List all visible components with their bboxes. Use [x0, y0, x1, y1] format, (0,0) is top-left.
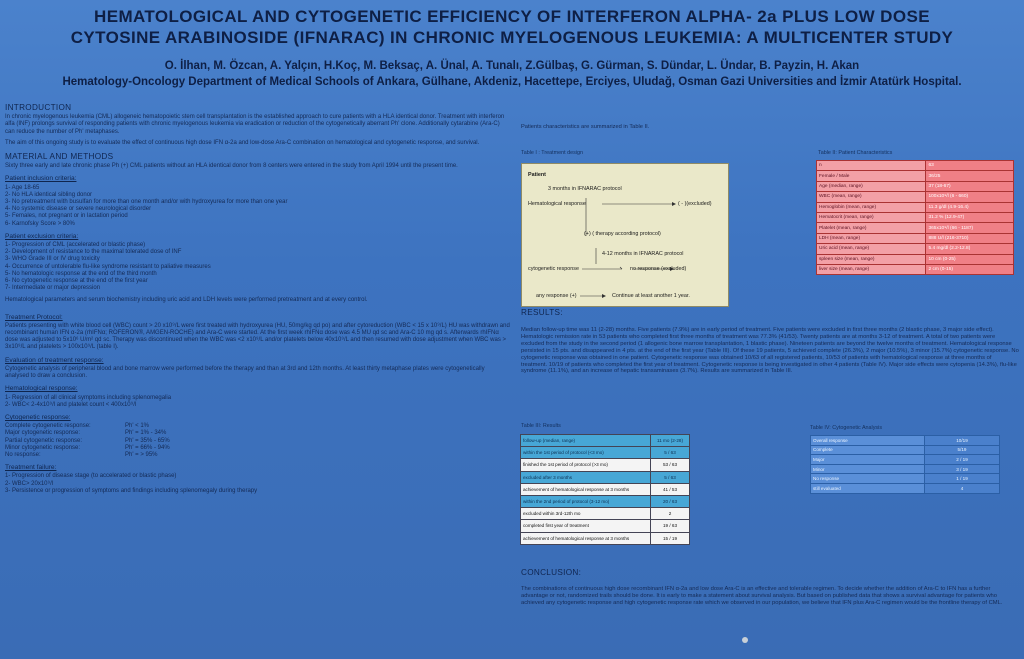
- cytogenetic-label: No response: [811, 474, 925, 484]
- cytogenetic-response-row: [5, 452, 510, 459]
- cytogenetic-response-title: Cytogenetic response:: [5, 413, 71, 421]
- cytogenetic-response-row: [5, 438, 510, 445]
- table-row: [817, 254, 1014, 264]
- cytogenetic-analysis-table: [810, 435, 1000, 494]
- result-label: within the 1st period of protocol (<3 mo): [521, 447, 651, 459]
- authors: O. İlhan, M. Özcan, A. Yalçın, H.Koç, M. Beksaç, A. Ünal, A. Tunalı, Z.Gülbaş, G. Gürman, S. Dündar, L. Ündar, B. Payzin, H. Akan: [164, 60, 860, 72]
- methods-paragraph: Sixty three early and late chronic phase Ph (+) CML patients without an HLA identical donor from 8 centers were entered in the study from April 1994 until the present time.: [5, 163, 458, 170]
- table-row: [817, 192, 1014, 202]
- characteristic-value: 63: [926, 161, 1014, 171]
- table-row: [817, 161, 1014, 171]
- left-column: [5, 98, 510, 495]
- treatment-failure-item: 1- Progression of disease stage (to accelerated or blastic phase): [5, 473, 177, 480]
- result-value: 5 / 63: [651, 471, 690, 483]
- design-no-response: no response (excluded): [630, 266, 687, 272]
- result-value: 15 / 19: [651, 532, 690, 544]
- evaluation-title: Evaluation of treatment response:: [5, 356, 104, 364]
- table-row: [521, 447, 690, 459]
- methods-heading: MATERIAL AND METHODS: [5, 152, 114, 162]
- cytogenetic-response-range: Ph' = 1% - 34%: [125, 430, 167, 437]
- result-label: achievement of hematological response at 3 months: [521, 483, 651, 495]
- characteristic-value: 888 U/l (216-3710): [926, 233, 1014, 243]
- result-value: 5 / 63: [651, 447, 690, 459]
- table-row: [521, 495, 690, 507]
- characteristic-value: 100x10⁹/l (6 - 660): [926, 192, 1014, 202]
- exclusion-item: 3- WHO Grade III or IV drug toxicity: [5, 256, 100, 263]
- table-row: [521, 435, 690, 447]
- table-row: [817, 171, 1014, 181]
- hematological-response-item: 1- Regression of all clinical symptoms including splenomegalia: [5, 394, 172, 401]
- characteristic-label: Hematocrit (mean, range): [817, 212, 926, 222]
- table-row: [817, 223, 1014, 233]
- cytogenetic-value: 10/19: [925, 436, 1000, 446]
- table-row: [817, 264, 1014, 274]
- patient-characteristics-table: [816, 160, 1014, 275]
- table-row: [817, 244, 1014, 254]
- characteristic-label: Age (median, range): [817, 181, 926, 191]
- table-4-caption: Table IV: Cytogenetic Analysis: [810, 425, 883, 431]
- design-ifnarac-3-months: 3 months in IFNARAC protocol: [548, 186, 622, 192]
- department: Hematology-Oncology Department of Medical Schools of Ankara, Gülhane, Akdeniz, Hacettepe, Erciyes, Uludağ, Osman Gazi Universities and İzmir Atatürk Hospital.: [62, 76, 962, 88]
- design-patient: Patient: [528, 172, 546, 178]
- result-value: 19 / 63: [651, 520, 690, 532]
- exclusion-list: [5, 242, 510, 292]
- title-line-1: HEMATOLOGICAL AND CYTOGENETIC EFFICIENCY OF INTERFERON ALPHA- 2a PLUS LOW DOSE: [94, 7, 930, 26]
- cytogenetic-value: 3 / 19: [925, 464, 1000, 474]
- table-row: [521, 520, 690, 532]
- table-row: [811, 474, 1000, 484]
- characteristic-value: 31.2 % (12.9-47): [926, 212, 1014, 222]
- cytogenetic-response-label: Partial cytogenetic response:: [5, 437, 83, 444]
- table-row: [811, 445, 1000, 455]
- table-row: [817, 202, 1014, 212]
- title-line-2: CYTOSINE ARABINOSIDE (IFNARAC) IN CHRONIC MYELOGENOUS LEUKEMIA: A MULTICENTER STUDY: [70, 28, 954, 47]
- protocol-title: Treatment Protocol:: [5, 313, 63, 321]
- characteristics-summary: Patients characteristics are summarized in Table II.: [521, 124, 650, 130]
- cytogenetic-response-range: Ph' < 1%: [125, 423, 149, 430]
- characteristic-label: spleen size (mean, range): [817, 254, 926, 264]
- exclusion-item: 6- No cytogenetic response at the end of the first year: [5, 278, 148, 285]
- exclusion-item: 5- No hematologic response at the end of the third month: [5, 270, 157, 277]
- cytogenetic-response-label: No response:: [5, 451, 41, 458]
- poster-title: [0, 6, 1024, 48]
- result-value: 2: [651, 508, 690, 520]
- conclusion-paragraph: The combinations of continuous high dose recombinant IFN α-2a and low dose Ara-C is an effective and tolerable regimen. To decide whether the addition of Ara-C to IFN has a further advantage or not, randomized trails should be done. It is early to make a statement about survival analysis. But based on published data that shows a survival advantage for patients who achieved any cytogenetic response and high cytogenetic response rate which we observed in our population, we believe that IFN plus Ara-C regimen would be the frontline therapy of CML.: [521, 586, 1003, 606]
- inclusion-item: 1- Age 18-65: [5, 184, 40, 191]
- characteristic-label: LDH (mean, range): [817, 233, 926, 243]
- table-row: [811, 483, 1000, 493]
- result-value: 20 / 63: [651, 495, 690, 507]
- exclusion-item: 7- Intermediate or major depression: [5, 285, 101, 292]
- cytogenetic-response-row: [5, 430, 510, 437]
- inclusion-title: Patient inclusion criteria:: [5, 175, 77, 183]
- evaluation-paragraph: Cytogenetic analysis of peripheral blood and bone marrow were performed before the therapy and than at 3rd and 12th months. At least thirty metaphase plates were cytogenetically analysed to draw a conclusion.: [5, 365, 485, 380]
- cytogenetic-value: 5/19: [925, 445, 1000, 455]
- lab-parameters-paragraph: Hematological parameters and serum biochemistry including uric acid and LDH levels were performed pretreatment and at every control.: [5, 297, 368, 304]
- characteristic-label: WBC (mean, range): [817, 192, 926, 202]
- hematological-response-item: 2- WBC< 2-4x10⁹/l and platelet count < 400x10⁹/l: [5, 401, 137, 408]
- cytogenetic-response-row: [5, 445, 510, 452]
- cytogenetic-value: 4: [925, 483, 1000, 493]
- characteristic-value: 365x10⁹/l (66 - 1187): [926, 223, 1014, 233]
- exclusion-title: Patient exclusion criteria:: [5, 232, 79, 240]
- table-row: [521, 471, 690, 483]
- cytogenetic-response-range: Ph' = > 95%: [125, 451, 158, 458]
- treatment-failure-item: 2- WBC> 20x10⁹/l: [5, 480, 54, 487]
- characteristic-value: 5.4 mg/dl (2.2-12.8): [926, 244, 1014, 254]
- protocol-paragraph: Patients presenting with white blood cell (WBC) count > 20 x10⁹/L were first treated with hydroxyurea (HU, 50mg/kg qd po) and after cytoreduction (WBC < 15 x 10⁹/L) HU was withdrawn and recombinant human IFN α-2a (rhIFNα; ROFERON®, AMGEN-ROCHE) and Ara-C were started. At the first week rhIFNα dose was 4.5 MU qd sc and Ara-C 10 mg qd s. Afterwards rhIFNα dose was adjusted to 5x10⁶ U/m² qd sc. Therapy was discontinued when the WBC was <2 x10⁹/L and/or platelets below 40x10⁹/L and then resumed with dose adjustment when WBC was > 3x10⁹/L and platelets > 100x10⁹/L (table I).: [5, 322, 510, 351]
- table-row: [817, 181, 1014, 191]
- exclusion-item: 4- Occurrence of untolerable flu-like syndrome resistant to paliative measures: [5, 263, 211, 270]
- cytogenetic-response-range: Ph' = 35% - 65%: [125, 437, 170, 444]
- cytogenetic-label: Overall response: [811, 436, 925, 446]
- characteristic-value: 11.3 g/dl (4.9-16.4): [926, 202, 1014, 212]
- cytogenetic-label: Major: [811, 455, 925, 465]
- design-cytogenetic-response: cytogenetic response: [528, 266, 579, 272]
- design-therapy-positive: (+) ( therapy according protocol): [584, 231, 661, 237]
- table-row: [521, 459, 690, 471]
- conclusion-heading: CONCLUSION:: [521, 568, 582, 577]
- intro-paragraph-2: The aim of this ongoing study is to evaluate the effect of continuous high dose IFN α-2a and low-dose Ara-C combination on hematological and cytogenetic response, and survival.: [5, 139, 480, 146]
- cytogenetic-response-label: Minor cytogenetic response:: [5, 444, 81, 451]
- table-row: [811, 436, 1000, 446]
- cytogenetic-response-range: Ph' = 66% - 94%: [125, 444, 170, 451]
- table-row: [817, 233, 1014, 243]
- result-label: within the 2nd period of protocol (3-12 mo): [521, 495, 651, 507]
- treatment-failure-item: 3- Persistence or progression of symptoms and findings including splenomegaly during therapy: [5, 487, 258, 494]
- exclusion-item: 2- Development of resistance to the maximal tolerated dose of INF: [5, 249, 182, 256]
- result-label: achievement of hematological response at 3 months: [521, 532, 651, 544]
- cytogenetic-label: Minor: [811, 464, 925, 474]
- characteristic-value: 37 (18-67): [926, 181, 1014, 191]
- result-label: follow-up (median, range): [521, 435, 651, 447]
- inclusion-item: 6- Karnofsky Score > 80%: [5, 220, 75, 227]
- cytogenetic-value: 1 / 19: [925, 474, 1000, 484]
- table-2-caption: Table II: Patient Characteristics: [818, 150, 893, 156]
- characteristic-label: liver size (mean, range): [817, 264, 926, 274]
- result-label: excluded after 3 months: [521, 471, 651, 483]
- intro-paragraph-1: In chronic myelogenous leukemia (CML) allogeneic hematopoietic stem cell transplantation is the established approach to cure patients with a HLA identical donor. Treatment with interferon alfa (INF) prolongs survival of responding patients with chronic myelogenous leukemia via eradication or reduction of the cytogenetically aberrant Ph' clone. Additionally cytarabine (Ara-C) can reduce the number of Ph' metaphases.: [5, 114, 505, 135]
- results-paragraph: Median follow-up time was 11 (2-28) months. Five patients (7.9%) are in early period of treatment. Five patients were excluded in first three months (2 blastic phase, 3 major side effect). Hematologic remission rate in 53 patients who completed first three months of treatment was 77.3% (41/53). Twenty patients are at months 3-12 of treatment. A total of two patients were excluded from the study in the second period (1 allogenic bone marrow transplantation, 1 blastic phase). Nineteen patients are beyond the twelve months of treatment. Hematological response persisted in 15 pts. and disappeared in 4 pts. at the end of the first year (Table III). Of these 19 patients, 5 achieved complete (26.3%), 2 major (10.5%), 3 minor (15.7%) cytogenetic response. No cytogenetic response was obtained in one patient. Cytogenetic response was obtained 10/63 of all registered patients, 10/53 of patients with hematological response at three months of treatment. 10/19 of patients who completed the first year of treatment. Cytogenetic response is being investigated in other 4 patients (Table IV). Major side effects were cytopenia (14.3%), flu-like syndrome (11.1%), and an increase of hepatic transaminases (3.7%). Results are summarized in Table III.: [521, 327, 1019, 375]
- design-any-response: any response (+): [536, 293, 577, 299]
- cytogenetic-value: 2 / 19: [925, 455, 1000, 465]
- cytogenetic-response-label: Complete cytogenetic response:: [5, 423, 91, 430]
- pin-icon: [742, 637, 748, 643]
- table-row: [521, 508, 690, 520]
- design-ifnarac-4-12-months: 4-12 months in IFNARAC protocol: [602, 251, 684, 257]
- inclusion-item: 5- Females, not pregnant or in lactation period: [5, 213, 128, 220]
- inclusion-list: [5, 185, 510, 228]
- characteristic-value: 10 cm (0-25): [926, 254, 1014, 264]
- design-continue: Continue at least another 1 year.: [612, 293, 690, 299]
- characteristic-label: Hemoglobin (mean, range): [817, 202, 926, 212]
- result-label: finished the 1st period of protocol (>3 mo): [521, 459, 651, 471]
- inclusion-item: 4- No systemic disease or severe neurological disorder: [5, 206, 152, 213]
- intro-heading: INTRODUCTION: [5, 103, 72, 112]
- hematological-response-title: Hematological response:: [5, 385, 78, 393]
- design-excluded-negative: ( - )(excluded): [678, 201, 712, 207]
- cytogenetic-label: Complete: [811, 445, 925, 455]
- characteristic-label: Uric acid (mean, range): [817, 244, 926, 254]
- result-value: 11 mo (2-28): [651, 435, 690, 447]
- table-row: [521, 483, 690, 495]
- result-value: 41 / 53: [651, 483, 690, 495]
- result-label: completed first year of treatment: [521, 520, 651, 532]
- characteristic-value: 36/25: [926, 171, 1014, 181]
- treatment-design-diagram: [521, 163, 729, 307]
- characteristic-value: 2 cm (0-15): [926, 264, 1014, 274]
- results-heading: RESULTS:: [521, 308, 563, 317]
- table-row: [811, 464, 1000, 474]
- table-1-caption: Table I : Treatment design: [521, 150, 584, 156]
- design-hematological-response: Hematological response: [528, 201, 586, 207]
- table-row: [817, 212, 1014, 222]
- characteristic-label: n: [817, 161, 926, 171]
- table-row: [521, 532, 690, 544]
- result-value: 53 / 63: [651, 459, 690, 471]
- characteristic-label: Female / Male: [817, 171, 926, 181]
- cytogenetic-response-label: Major cytogenetic response:: [5, 430, 81, 437]
- cytogenetic-label: still evaluated: [811, 483, 925, 493]
- exclusion-item: 1- Progression of CML (accelerated or blastic phase): [5, 242, 146, 249]
- inclusion-item: 2- No HLA identical sibling donor: [5, 191, 93, 198]
- cytogenetic-response-list: [5, 423, 510, 459]
- inclusion-item: 3- No pretreatment with busulfan for more than one month and/or with hydroxyurea for more than one year: [5, 199, 288, 206]
- results-table: [520, 434, 690, 545]
- table-3-caption: Table III: Results: [521, 423, 561, 429]
- treatment-failure-title: Treatment failure:: [5, 464, 57, 472]
- characteristic-label: Platelet (mean, range): [817, 223, 926, 233]
- table-row: [811, 455, 1000, 465]
- result-label: excluded within 3rd-12th mo: [521, 508, 651, 520]
- cytogenetic-response-row: [5, 423, 510, 430]
